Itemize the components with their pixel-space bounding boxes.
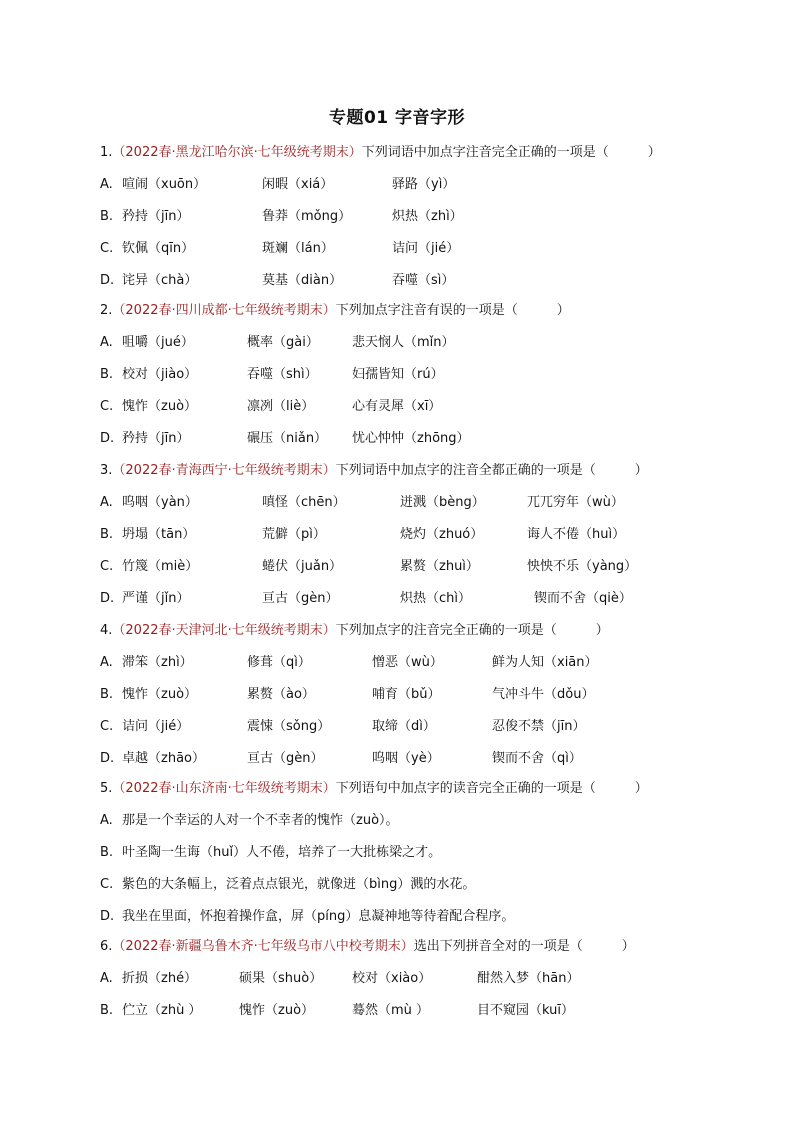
option-item: 修葺（qì） [247,655,311,670]
option-letter: C. [100,559,114,574]
option-item: 嗔怪（chēn） [262,495,346,510]
question-text: 下列语句中加点字的读音完全正确的一项是（ ） [335,781,648,796]
option-item: 鲜为人知（xiān） [492,655,598,670]
option-item: 荒僻（pì） [262,527,326,542]
option-item: 驿路（yì） [392,177,456,192]
answer-option-a[interactable] [0,811,794,831]
option-letter: A. [100,655,113,670]
option-item: 哺育（bǔ） [372,687,441,702]
option-item: 喧闹（xuōn） [122,177,207,192]
answer-option-d[interactable] [0,429,794,449]
page-title: 专题01 字音字形 [328,108,466,128]
option-item: 鲁莽（mǒng） [262,209,352,224]
option-item: 怏怏不乐（yàng） [527,559,638,574]
option-item: 伫立（zhù ） [122,1003,202,1018]
answer-option-a[interactable] [0,333,794,353]
question-stem [100,301,570,321]
option-letter: C. [100,241,114,256]
option-item: 气冲斗牛（dǒu） [492,687,595,702]
question-source: （2022春·黑龙江哈尔滨·七年级统考期末） [112,145,362,160]
option-item: 愧怍（zuò） [239,1003,315,1018]
option-item: 诲人不倦（huì） [527,527,626,542]
option-letter: A. [100,495,113,510]
option-letter: A. [100,177,113,192]
answer-option-a[interactable] [0,175,794,195]
question-number: 3. [100,463,113,478]
option-item: 呜咽（yè） [372,751,440,766]
question-stem [100,937,635,957]
option-item: 校对（xiào） [352,971,432,986]
option-item: 矜持（jīn） [122,209,190,224]
option-item: 吞噬（sì） [392,273,455,288]
answer-option-d[interactable] [0,589,794,609]
option-letter: B. [100,687,114,702]
question-number: 6. [100,939,113,954]
answer-option-b[interactable] [0,1001,794,1021]
option-item: 锲而不舍（qì） [492,751,582,766]
option-letter: B. [100,209,114,224]
option-item: 卓越（zhāo） [122,751,205,766]
option-letter: D. [100,591,115,606]
answer-option-c[interactable] [0,239,794,259]
option-item: 竹篾（miè） [122,559,199,574]
option-letter: A. [100,971,113,986]
option-item: 矜持（jīn） [122,431,190,446]
option-item: 亘古（gèn） [247,751,324,766]
option-item: 概率（gài） [247,335,319,350]
option-item: 累赘（zhuì） [400,559,479,574]
answer-option-b[interactable] [0,365,794,385]
answer-option-c[interactable] [0,875,794,895]
option-item: 折损（zhé） [122,971,198,986]
question-stem [100,461,648,481]
option-letter: D. [100,751,115,766]
question-source: （2022春·四川成都·七年级统考期末） [112,303,336,318]
option-item: 碾压（niǎn） [247,431,328,446]
option-item: 闲暇（xiá） [262,177,334,192]
option-item: 蓦然（mù ） [352,1003,430,1018]
question-number: 1. [100,145,113,160]
option-item: 叶圣陶一生诲（huǐ）人不倦，培养了一大批栋梁之才。 [122,845,442,860]
option-item: 兀兀穷年（wù） [527,495,624,510]
option-item: 锲而不舍（qiè） [534,591,632,606]
option-item: 累赘（ào） [247,687,315,702]
option-item: 我坐在里面，怀抱着操作盒，屏（píng）息凝神地等待着配合程序。 [122,909,515,924]
question-number: 4. [100,623,113,638]
option-item: 那是一个幸运的人对一个不幸者的愧怍（zuò）。 [122,813,399,828]
answer-option-a[interactable] [0,969,794,989]
question-text: 下列词语中加点字的注音全都正确的一项是（ ） [335,463,648,478]
option-letter: B. [100,845,114,860]
option-item: 蜷伏（juǎn） [262,559,343,574]
option-item: 凛冽（liè） [247,399,315,414]
option-item: 炽热（zhì） [392,209,463,224]
option-letter: C. [100,719,114,734]
option-item: 愧怍（zuò） [122,687,198,702]
option-item: 烧灼（zhuó） [400,527,484,542]
option-item: 校对（jiào） [122,367,198,382]
question-stem [100,779,648,799]
option-item: 炽热（chì） [400,591,471,606]
answer-option-b[interactable] [0,843,794,863]
option-letter: D. [100,431,115,446]
option-item: 愧怍（zuò） [122,399,198,414]
option-item: 咀嚼（jué） [122,335,194,350]
option-item: 亘古（gèn） [262,591,339,606]
answer-option-b[interactable] [0,685,794,705]
question-source: （2022春·天津河北·七年级统考期末） [112,623,336,638]
option-item: 斑斓（lán） [262,241,334,256]
option-item: 诧异（chà） [122,273,198,288]
answer-option-a[interactable] [0,493,794,513]
option-item: 取缔（dì） [372,719,436,734]
question-stem [100,143,661,163]
option-letter: D. [100,909,115,924]
question-text: 下列加点字的注音完全正确的一项是（ ） [335,623,609,638]
question-source: （2022春·山东济南·七年级统考期末） [112,781,336,796]
question-text: 选出下列拼音全对的一项是（ ） [413,939,635,954]
question-source: （2022春·新疆乌鲁木齐·七年级乌市八中校考期末） [112,939,414,954]
option-letter: C. [100,399,114,414]
option-letter: B. [100,1003,114,1018]
option-item: 吞噬（shì） [247,367,318,382]
option-item: 妇孺皆知（rú） [352,367,444,382]
option-letter: A. [100,335,113,350]
option-item: 呜咽（yàn） [122,495,198,510]
option-item: 钦佩（qīn） [122,241,195,256]
option-letter: B. [100,367,114,382]
option-item: 悲天悯人（mǐn） [352,335,455,350]
option-item: 硕果（shuò） [239,971,323,986]
answer-option-a[interactable] [0,653,794,673]
option-item: 莫基（diàn） [262,273,343,288]
answer-option-c[interactable] [0,557,794,577]
option-item: 心有灵犀（xī） [352,399,442,414]
option-item: 酣然入梦（hān） [477,971,580,986]
option-item: 憎恶（wù） [372,655,443,670]
option-item: 目不窥园（kuī） [477,1003,574,1018]
option-item: 严谨（jǐn） [122,591,190,606]
answer-option-d[interactable] [0,749,794,769]
answer-option-c[interactable] [0,717,794,737]
option-letter: B. [100,527,114,542]
answer-option-d[interactable] [0,907,794,927]
question-text: 下列词语中加点字注音完全正确的一项是（ ） [361,145,661,160]
option-item: 忧心忡忡（zhōng） [352,431,470,446]
question-number: 2. [100,303,113,318]
option-item: 震悚（sǒng） [247,719,331,734]
answer-option-b[interactable] [0,207,794,227]
question-source: （2022春·青海西宁·七年级统考期末） [112,463,336,478]
option-letter: A. [100,813,113,828]
option-item: 诘问（jié） [122,719,190,734]
option-item: 诘问（jié） [392,241,460,256]
question-stem [100,621,609,641]
question-text: 下列加点字注音有误的一项是（ ） [335,303,570,318]
option-item: 迸溅（bèng） [400,495,485,510]
option-item: 忍俊不禁（jīn） [492,719,586,734]
answer-option-d[interactable] [0,271,794,291]
answer-option-c[interactable] [0,397,794,417]
option-item: 紫色的大条幅上，泛着点点银光，就像迸（bìng）溅的水花。 [122,877,476,892]
option-letter: C. [100,877,114,892]
option-letter: D. [100,273,115,288]
option-item: 坍塌（tān） [122,527,196,542]
option-item: 滞笨（zhì） [122,655,193,670]
question-number: 5. [100,781,113,796]
answer-option-b[interactable] [0,525,794,545]
